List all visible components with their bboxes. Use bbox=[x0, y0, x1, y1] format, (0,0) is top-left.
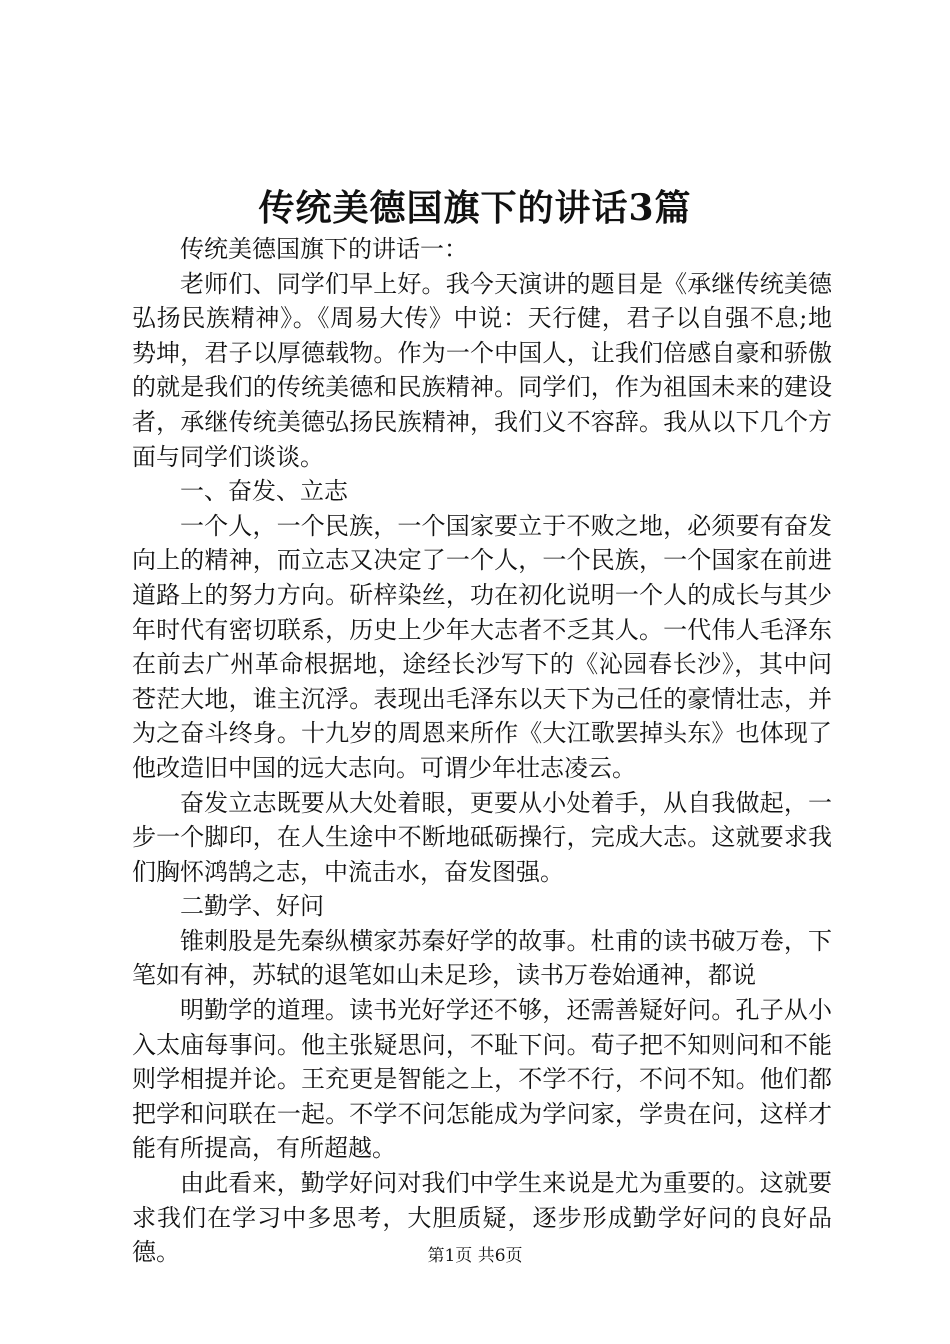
page-number-footer: 第1页 共6页 bbox=[427, 1246, 523, 1266]
paragraph: 传统美德国旗下的讲话一： bbox=[180, 235, 468, 263]
paragraph: 由此看来，勤学好问对我们中学生来说是尤为重要的。这就要求我们在学习中多思考，大胆质疑，逐步形成勤学好问的良好品德。 bbox=[132, 1169, 832, 1267]
section-heading: 二勤学、好问 bbox=[180, 892, 324, 921]
document-body bbox=[132, 232, 832, 1270]
section-heading: 一、奋发、立志 bbox=[180, 477, 348, 506]
paragraph: 锥刺股是先秦纵横家苏秦好学的故事。杜甫的读书破万卷，下笔如有神，苏轼的退笔如山未足珍，读书万卷始通神，都说 bbox=[132, 926, 832, 990]
paragraph: 老师们、同学们早上好。我今天演讲的题目是《承继传统美德弘扬民族精神》。《周易大传》中说：天行健，君子以自强不息;地势坤，君子以厚德载物。作为一个中国人，让我们倍感自豪和骄傲的就是我们的传统美德和民族精神。同学们，作为祖国未来的建设者，承继传统美德弘扬民族精神，我们义不容辞。我从以下几个方面与同学们谈谈。 bbox=[132, 269, 832, 471]
paragraph: 明勤学的道理。读书光好学还不够，还需善疑好问。孔子从小入太庙每事问。他主张疑思问，不耻下问。荀子把不知则问和不能则学相提并论。王充更是智能之上，不学不行，不问不知。他们都把学和问联在一起。不学不问怎能成为学问家，学贵在问，这样才能有所提高，有所超越。 bbox=[132, 996, 832, 1163]
paragraph: 一个人，一个民族，一个国家要立于不败之地，必须要有奋发向上的精神，而立志又决定了一个人，一个民族，一个国家在前进道路上的努力方向。斫梓染丝，功在初化说明一个人的成长与其少年时代有密切联系，历史上少年大志者不乏其人。一代伟人毛泽东在前去广州革命根据地，途经长沙写下的《沁园春长沙》，其中问苍茫大地，谁主沉浮。表现出毛泽东以天下为己任的豪情壮志，并为之奋斗终身。十九岁的周恩来所作《大江歌罢掉头东》也体现了他改造旧中国的远大志向。可谓少年壮志凌云。 bbox=[132, 511, 832, 782]
paragraph: 奋发立志既要从大处着眼，更要从小处着手，从自我做起，一步一个脚印，在人生途中不断地砥砺操行，完成大志。这就要求我们胸怀鸿鹄之志，中流击水，奋发图强。 bbox=[132, 788, 832, 886]
document-title: 传统美德国旗下的讲话3篇 bbox=[258, 187, 692, 229]
